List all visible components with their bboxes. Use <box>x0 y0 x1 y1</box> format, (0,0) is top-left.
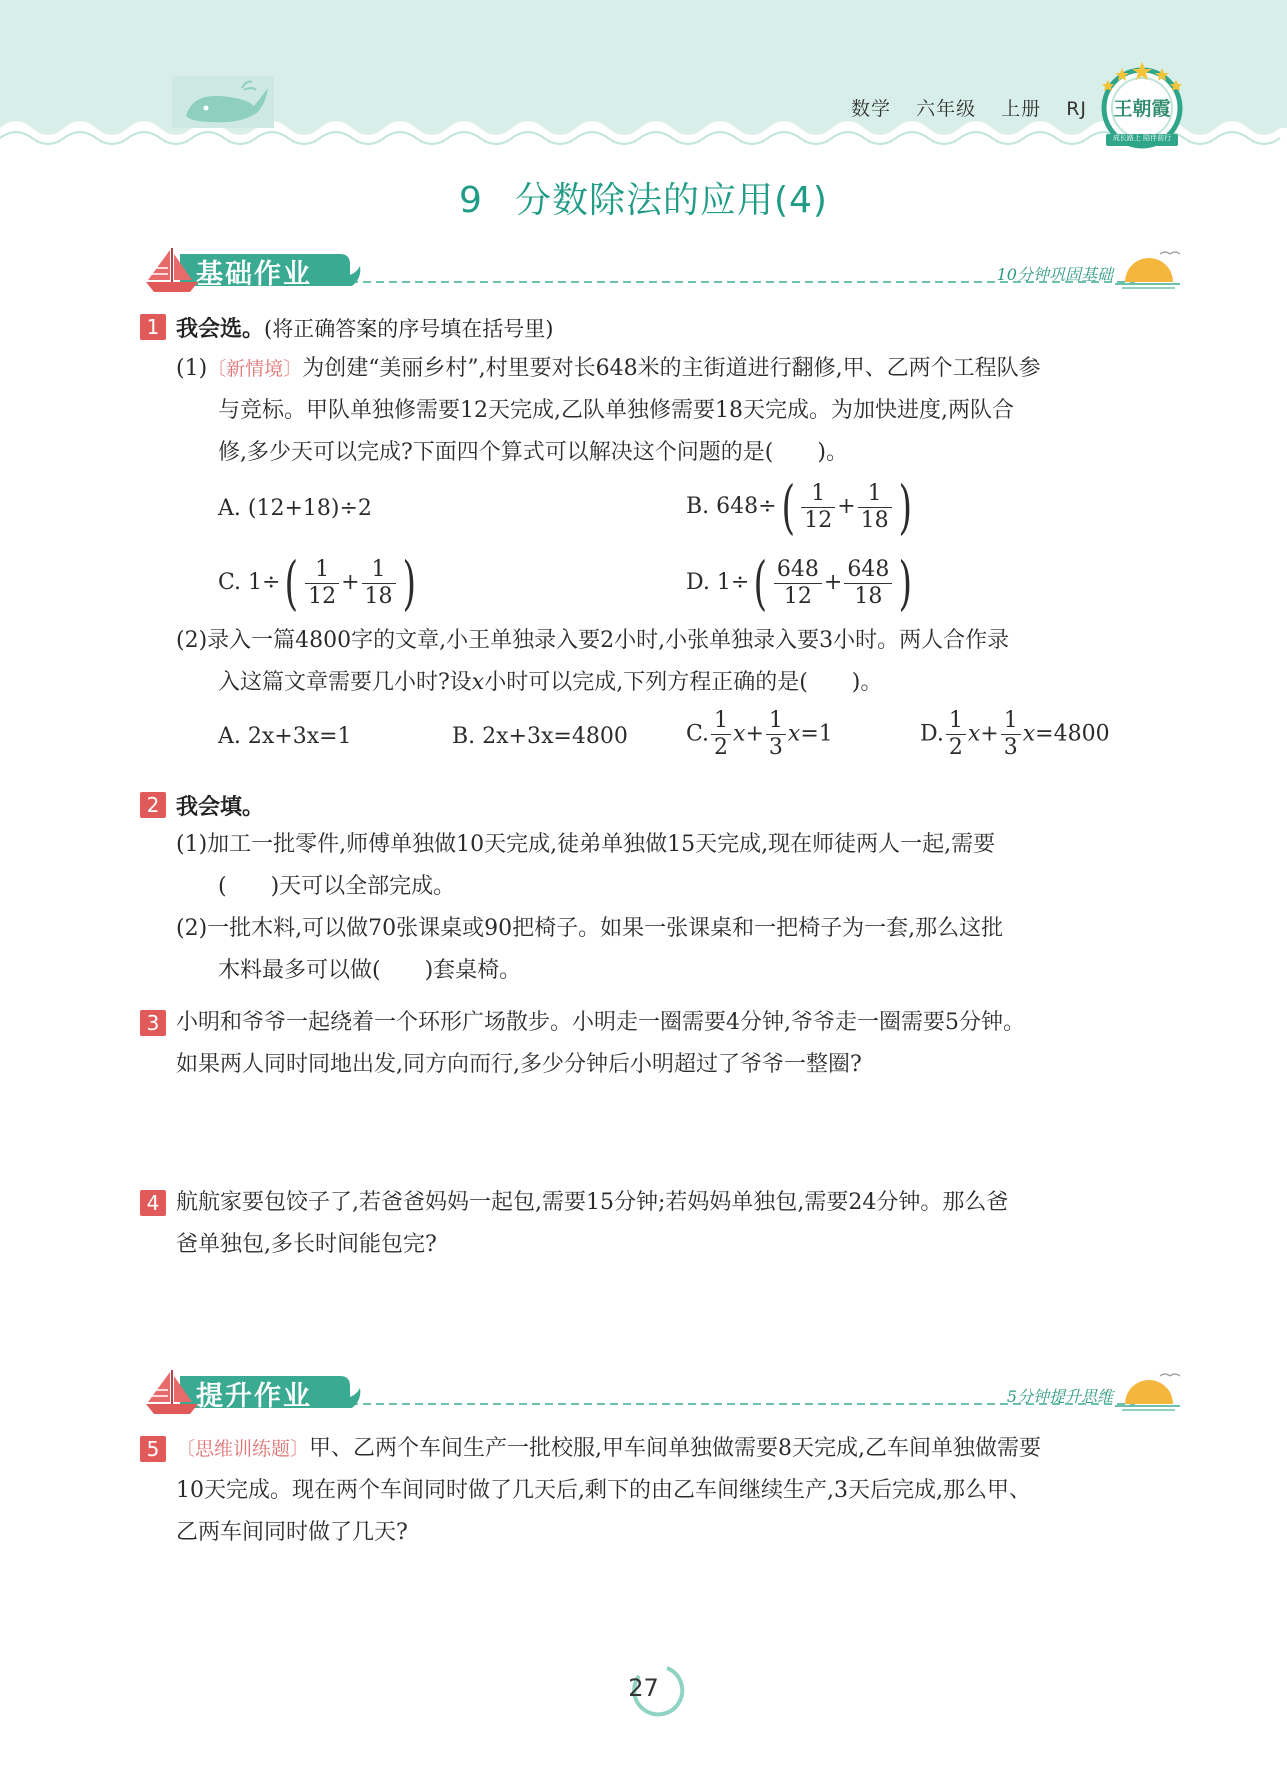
q1-p2-option-c <box>686 708 833 761</box>
fraction <box>774 557 822 610</box>
numerator: 648 <box>844 557 892 584</box>
fraction <box>711 708 731 761</box>
q2-p2-line1: (2)一批木料,可以做70张课桌或90把椅子。如果一张课桌和一把椅子为一套,那么这批 <box>176 916 1004 941</box>
denominator: 18 <box>364 583 393 609</box>
plus-sign: + <box>823 570 843 595</box>
numerator: 1 <box>711 708 731 735</box>
page-title <box>0 172 1287 223</box>
denominator: 2 <box>948 735 963 760</box>
question-number-3: 3 <box>140 1010 166 1036</box>
q1-p2-option-d <box>920 708 1110 761</box>
numerator: 1 <box>362 557 396 584</box>
denominator: 12 <box>804 507 833 533</box>
numerator: 1 <box>946 708 966 735</box>
q4-line1: 航航家要包饺子了,若爸爸妈妈一起包,需要15分钟;若妈妈单独包,需要24分钟。那么爸 <box>176 1190 1009 1215</box>
fraction <box>858 481 892 534</box>
section-title-basic: 基础作业 <box>196 259 312 290</box>
option-c-prefix: C. <box>686 721 710 747</box>
q1-p2-option-b: B. 2x+3x=4800 <box>452 724 628 749</box>
denominator: 12 <box>308 583 337 609</box>
section-title-advanced: 提升作业 <box>196 1381 312 1412</box>
equation-rhs: =1 <box>800 721 833 747</box>
option-d-prefix: D. 1÷ <box>686 570 750 595</box>
q1-p2-text-b: 小时可以完成,下列方程正确的是( )。 <box>484 670 883 695</box>
numerator: 1 <box>1001 708 1021 735</box>
fraction <box>305 557 339 610</box>
q5-line3: 乙两车间同时做了几天? <box>176 1520 408 1545</box>
denominator: 2 <box>714 735 729 760</box>
q1-p1-option-a: A. (12+18)÷2 <box>218 496 372 521</box>
header-edition: RJ <box>1066 98 1087 120</box>
q1-p1-text1: 为创建“美丽乡村”,村里要对长648米的主街道进行翻修,甲、乙两个工程队参 <box>302 356 1041 381</box>
q1-p1-index: (1) <box>176 356 208 381</box>
numerator: 1 <box>801 481 835 508</box>
numerator: 648 <box>774 557 822 584</box>
variable-x: x <box>787 721 801 747</box>
option-c-prefix: C. 1÷ <box>218 570 281 595</box>
q2-p2-line2: 木料最多可以做( )套桌椅。 <box>218 958 522 983</box>
question-1-heading <box>176 312 553 343</box>
q1-p1-option-b <box>686 473 916 541</box>
q1-p2-line2 <box>218 668 882 698</box>
lesson-title: 分数除法的应用(4) <box>514 180 828 221</box>
denominator: 3 <box>768 735 783 760</box>
fraction <box>844 557 892 610</box>
q5-line2: 10天完成。现在两个车间同时做了几天后,剩下的由乙车间继续生产,3天后完成,那么甲、 <box>176 1478 1031 1503</box>
paren-left: ( <box>781 473 795 541</box>
q5-line1 <box>176 1434 1041 1464</box>
numerator: 1 <box>305 557 339 584</box>
lesson-number: 9 <box>459 180 483 221</box>
q5-tag: 〔思维训练题〕 <box>176 1438 310 1460</box>
q4-line2: 爸单独包,多长时间能包完? <box>176 1232 437 1257</box>
question-number-5: 5 <box>140 1436 166 1462</box>
variable-x: x <box>471 670 485 695</box>
equation-rhs: =4800 <box>1035 721 1110 747</box>
variable-x: x <box>733 721 746 747</box>
q1-p1-line3: 修,多少天可以完成?下面四个算式可以解决这个问题的是( )。 <box>218 440 848 465</box>
plus-sign: + <box>745 721 764 747</box>
question-number-4: 4 <box>140 1190 166 1216</box>
brand-name: 王朝霞 <box>1113 98 1171 120</box>
q3-line2: 如果两人同时同地出发,同方向而行,多少分钟后小明超过了爷爷一整圈? <box>176 1052 862 1077</box>
paren-left: ( <box>753 549 768 617</box>
q1-p1-line2: 与竞标。甲队单独修需要12天完成,乙队单独修需要18天完成。为加快进度,两队合 <box>218 398 1014 423</box>
paren-right: ) <box>898 549 913 617</box>
question-2-heading: 我会填。 <box>176 795 265 820</box>
header-info <box>833 94 1087 121</box>
q1-p2-option-a: A. 2x+3x=1 <box>218 724 352 749</box>
fraction <box>946 708 966 761</box>
option-b-prefix: B. 648÷ <box>686 494 777 519</box>
option-d-prefix: D. <box>920 721 944 747</box>
q1-note: (将正确答案的序号填在括号里) <box>264 317 554 341</box>
denominator: 3 <box>1003 735 1018 760</box>
denominator: 18 <box>854 583 883 609</box>
fraction <box>801 481 835 534</box>
q1-p1-option-c <box>218 549 420 617</box>
q5-text1: 甲、乙两个车间生产一批校服,甲车间单独做需要8天完成,乙车间单独做需要 <box>309 1436 1042 1461</box>
whale-icon <box>172 76 274 128</box>
fraction <box>362 557 396 610</box>
variable-x: x <box>967 721 981 747</box>
paren-right: ) <box>402 549 416 617</box>
paren-right: ) <box>898 473 912 541</box>
fraction <box>1001 708 1021 761</box>
brand-tagline: 成长路上 陪伴前行 <box>1112 134 1172 142</box>
q1-title: 我会选。 <box>176 317 265 342</box>
header-volume: 上册 <box>1001 98 1042 120</box>
plus-sign: + <box>341 570 360 595</box>
section-subtitle-basic: 10分钟巩固基础 <box>996 265 1113 284</box>
numerator: 1 <box>766 708 786 735</box>
q1-p1-line1 <box>176 354 1041 384</box>
plus-sign: + <box>837 494 856 519</box>
q3-line1: 小明和爷爷一起绕着一个环形广场散步。小明走一圈需要4分钟,爷爷走一圈需要5分钟。 <box>176 1010 1025 1035</box>
question-number-2: 2 <box>140 792 166 818</box>
question-number-1: 1 <box>140 314 166 340</box>
page-number: 27 <box>628 1674 659 1702</box>
q1-p2-line1: (2)录入一篇4800字的文章,小王单独录入要2小时,小张单独录入要3小时。两人合作录 <box>176 628 1010 653</box>
header-subject: 数学 <box>851 98 892 120</box>
denominator: 18 <box>860 507 889 533</box>
section-subtitle-advanced: 5分钟提升思维 <box>1006 1387 1113 1406</box>
q2-p1-line1: (1)加工一批零件,师傅单独做10天完成,徒弟单独做15天完成,现在师徒两人一起,需要 <box>176 832 996 857</box>
header-grade: 六年级 <box>916 98 977 120</box>
q1-p1-tag: 〔新情境〕 <box>207 358 303 380</box>
numerator: 1 <box>858 481 892 508</box>
q2-p1-line2: ( )天可以全部完成。 <box>218 874 456 899</box>
q1-p1-option-d <box>686 549 917 617</box>
variable-x: x <box>1022 721 1036 747</box>
paren-left: ( <box>284 549 299 617</box>
denominator: 12 <box>783 583 812 609</box>
plus-sign: + <box>980 721 999 747</box>
fraction <box>766 708 786 761</box>
q1-p2-text-a: 入这篇文章需要几小时?设 <box>218 670 472 695</box>
